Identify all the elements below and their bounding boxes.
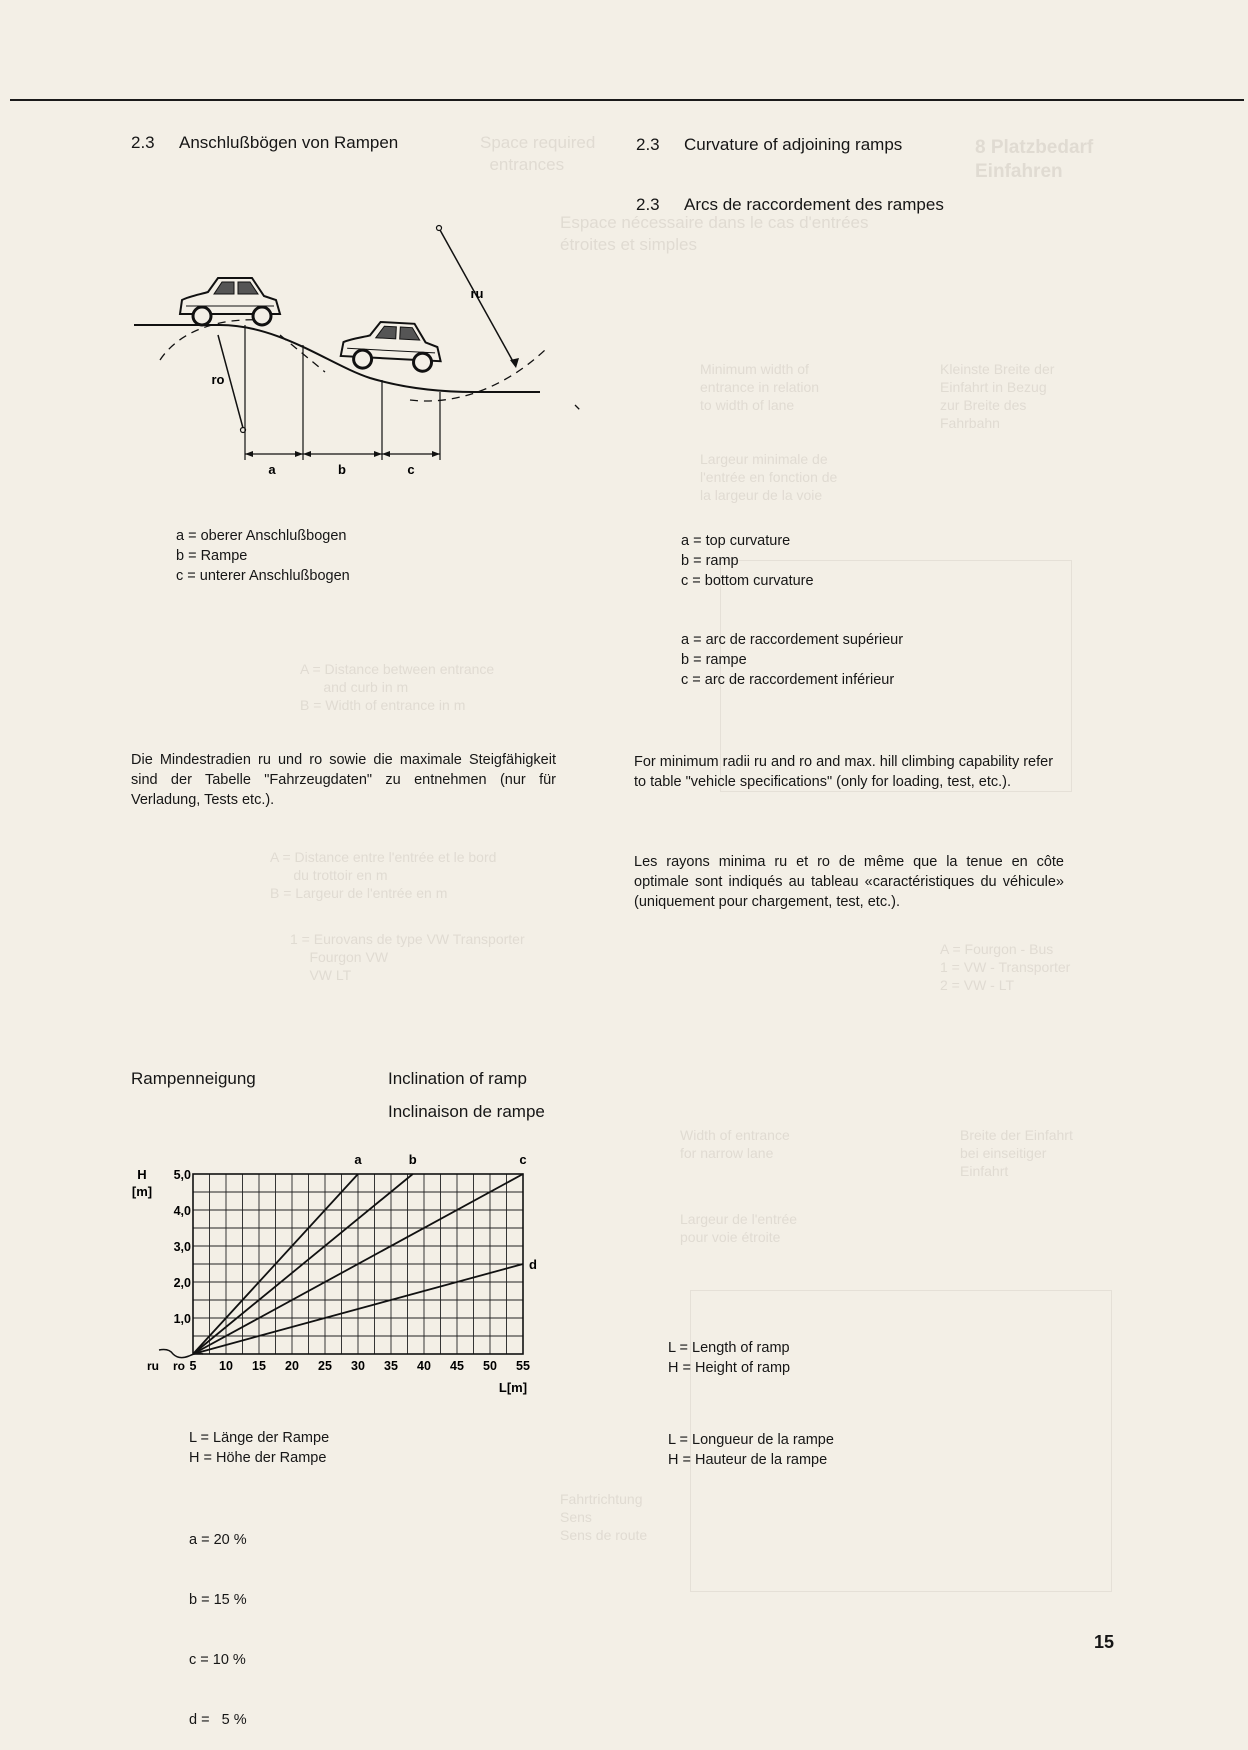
y-tick-label: 1,0 <box>173 1312 191 1326</box>
ro-label: ro <box>211 372 225 387</box>
legend-item: H = Height of ramp <box>668 1360 791 1376</box>
road-profile <box>134 325 540 392</box>
car-top-icon <box>180 278 280 325</box>
legend-item: a = 20 % <box>189 1532 247 1548</box>
legend-item: L = Length of ramp <box>668 1340 790 1356</box>
legend-item: b = 15 % <box>189 1592 247 1608</box>
x-tick-label: 50 <box>483 1359 497 1373</box>
x-tick-label: 35 <box>384 1359 398 1373</box>
legend-item: a = arc de raccordement supérieur <box>681 632 904 648</box>
y-tick-label: 3,0 <box>173 1240 191 1254</box>
y-tick-label: 5,0 <box>173 1168 191 1182</box>
legend-item: H = Höhe der Rampe <box>189 1450 327 1466</box>
incline-title-de: Rampenneigung <box>131 1069 256 1088</box>
dim-label-c: c <box>407 462 415 477</box>
section-title: Arcs de raccordement des rampes <box>684 195 944 214</box>
ghost-text: A = Distance entre l'entrée et le bord du trottoir en m B = Largeur de l'entrée en m <box>270 849 497 901</box>
y-tick-label: 2,0 <box>173 1276 191 1290</box>
y-axis-label-h: H <box>137 1167 147 1182</box>
ghost-text: A = Distance between entrance and curb in m B = Width of entrance in m <box>300 661 495 713</box>
legend-item: c = 10 % <box>189 1652 246 1668</box>
section-title: Curvature of adjoining ramps <box>684 135 903 154</box>
x-tick-label: 45 <box>450 1359 464 1373</box>
top-rule <box>10 99 1244 101</box>
x-tick-label: 55 <box>516 1359 530 1373</box>
percent-legend <box>189 1490 247 1750</box>
section-number: 2.3 <box>131 133 155 152</box>
legend-item: L = Länge der Rampe <box>189 1430 330 1446</box>
ghost-text: Kleinste Breite der Einfahrt in Bezug zur Breite des Fahrbahn <box>940 361 1055 431</box>
x-axis-label: L[m] <box>498 1380 528 1395</box>
legend-lh-fr <box>668 1430 834 1470</box>
ghost-text: Width of entrance for narrow lane <box>680 1127 790 1161</box>
series-label-c: c <box>519 1152 527 1167</box>
section-title: Anschlußbögen von Rampen <box>179 133 399 152</box>
bottom-curvature-tail <box>575 405 580 420</box>
dim-label-b: b <box>338 462 346 477</box>
car-bottom-icon <box>340 320 442 372</box>
paragraph-fr: Les rayons minima ru et ro de même que la tenue en côte optimale sont indiqués au tableau «caractéristiques du véhicule» (uniquement pour chargement, test, etc.). <box>634 854 1064 910</box>
legend-item: b = Rampe <box>176 548 248 564</box>
ru-label: ru <box>147 1359 159 1373</box>
ghost-text: A = Fourgon - Bus 1 = VW - Transporter 2 = VW - LT <box>940 941 1071 993</box>
legend-item: c = arc de raccordement inférieur <box>681 672 895 688</box>
inclination-chart <box>120 1150 560 1400</box>
ru-center-point <box>437 226 442 231</box>
series-label-a: a <box>354 1152 362 1167</box>
ghost-text: Largeur de l'entrée pour voie étroite <box>680 1211 798 1245</box>
series-label-d: d <box>529 1257 537 1272</box>
ro-label: ro <box>173 1359 185 1373</box>
legend-item: H = Hauteur de la rampe <box>668 1452 828 1468</box>
x-tick-label: 30 <box>351 1359 365 1373</box>
ghost-heading: 8 Platzbedarf Einfahren <box>975 137 1094 182</box>
page-number: 15 <box>1094 1632 1115 1652</box>
x-tick-label: 10 <box>219 1359 233 1373</box>
x-tick-label: 5 <box>189 1359 197 1373</box>
legend-fr <box>681 630 903 690</box>
y-tick-label: 4,0 <box>173 1204 191 1218</box>
incline-title-en: Inclination of ramp <box>388 1069 527 1088</box>
x-tick-label: 25 <box>318 1359 332 1373</box>
x-tick-label: 20 <box>285 1359 299 1373</box>
x-tick-label: 40 <box>417 1359 431 1373</box>
ghost-text: Largeur minimale de l'entrée en fonction de la largeur de la voie <box>700 451 838 503</box>
legend-item: c = bottom curvature <box>681 573 814 589</box>
legend-de <box>176 526 350 586</box>
legend-lh-en <box>668 1338 790 1378</box>
ghost-text: Space required entrances <box>480 133 596 174</box>
legend-item: a = top curvature <box>681 533 791 549</box>
section-number: 2.3 <box>636 135 660 154</box>
x-tick-label: 15 <box>252 1359 266 1373</box>
ghost-text: Breite der Einfahrt bei einseitiger Einfahrt <box>960 1127 1073 1179</box>
legend-item: a = oberer Anschlußbogen <box>176 528 347 544</box>
section-heading-en <box>636 135 902 155</box>
series-label-b: b <box>408 1152 417 1167</box>
ghost-text: 1 = Eurovans de type VW Transporter Fourgon VW VW LT <box>290 931 525 983</box>
legend-item: L = Longueur de la rampe <box>668 1432 834 1448</box>
y-axis-label-unit: [m] <box>131 1184 153 1199</box>
legend-item: b = ramp <box>681 553 739 569</box>
ru-label: ru <box>470 286 484 301</box>
dim-label-a: a <box>268 462 276 477</box>
paragraph-en: For minimum radii ru and ro and max. hill climbing capability refer to table "vehicle specifications" (only for loading, test, etc.). <box>634 754 1054 790</box>
section-number: 2.3 <box>636 195 660 214</box>
ghost-text: Fahrtrichtung Sens Sens de route <box>560 1491 648 1543</box>
ramp-diagram <box>120 210 580 490</box>
legend-item: d = 5 % <box>189 1712 247 1728</box>
section-heading-de <box>131 133 398 153</box>
legend-lh-de <box>189 1428 329 1468</box>
paragraph-de: Die Mindestradien ru und ro sowie die maximale Steigfähigkeit sind der Tabelle "Fahrzeugdaten" zu entnehmen (nur für Verladung, Tests etc.). <box>131 752 556 808</box>
ghost-text: Minimum width of entrance in relation to width of lane <box>700 361 820 413</box>
legend-item: c = unterer Anschlußbogen <box>176 568 350 584</box>
legend-item: b = rampe <box>681 652 747 668</box>
ghost-text: Espace nécessaire dans le cas d'entrées étroites et simples <box>560 213 869 254</box>
section-heading-fr <box>636 195 944 215</box>
legend-en <box>681 531 814 591</box>
incline-title-fr: Inclinaison de rampe <box>388 1102 545 1121</box>
